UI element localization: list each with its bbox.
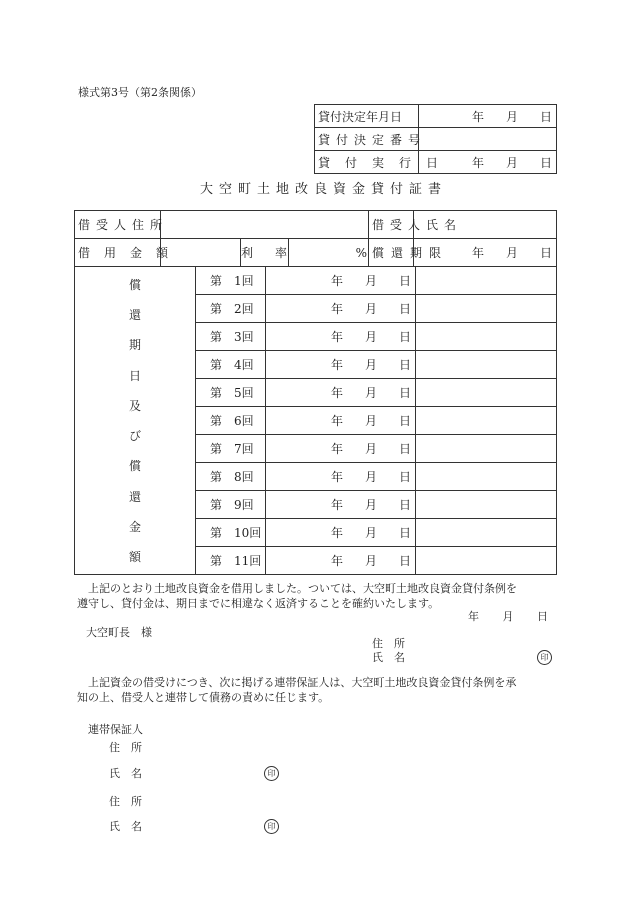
installment-amount-field[interactable] — [416, 491, 557, 519]
installment-number: 第 6回 — [196, 407, 266, 435]
decision-row-execution — [315, 151, 557, 174]
schedule-side-label — [75, 267, 196, 575]
amount-row — [75, 239, 557, 267]
installment-amount-field[interactable] — [416, 379, 557, 407]
borrower-address-label: 借受人住所 — [75, 211, 161, 239]
day-label: 日 — [398, 358, 411, 372]
year-label: 年 — [471, 109, 484, 124]
year-label: 年 — [468, 610, 479, 623]
year-label: 年 — [330, 274, 343, 288]
decision-row-number — [315, 128, 557, 151]
year-label: 年 — [330, 414, 343, 428]
installment-amount-field[interactable] — [416, 463, 557, 491]
installment-date-field[interactable] — [266, 267, 416, 295]
guarantor-statement-line-1: 上記資金の借受けにつき、次に掲げる連帯保証人は、大空町土地改良資金貸付条例を承 — [88, 676, 517, 689]
installment-amount-field[interactable] — [416, 407, 557, 435]
loan-amount-label: 借用金額 — [75, 239, 161, 267]
installment-date-field[interactable] — [266, 379, 416, 407]
day-label: 日 — [398, 386, 411, 400]
installment-number: 第 7回 — [196, 435, 266, 463]
guarantor-heading: 連帯保証人 — [88, 723, 143, 736]
day-label: 日 — [539, 109, 552, 124]
side-label-char: 還 — [128, 308, 141, 323]
guarantor-2-name-label: 氏 名 — [109, 820, 142, 833]
side-label-char: 還 — [128, 489, 141, 504]
installment-number: 第 2回 — [196, 295, 266, 323]
installment-date-field[interactable] — [266, 295, 416, 323]
day-label: 日 — [540, 246, 553, 260]
installment-date-field[interactable] — [266, 491, 416, 519]
day-label: 日 — [398, 414, 411, 428]
year-label: 年 — [330, 302, 343, 316]
installment-number: 第 5回 — [196, 379, 266, 407]
statement-date[interactable] — [468, 610, 548, 624]
side-label-char: 期 — [128, 338, 141, 353]
installment-number: 第 4回 — [196, 351, 266, 379]
year-label: 年 — [330, 386, 343, 400]
decision-number-field[interactable] — [419, 128, 557, 151]
installment-amount-field[interactable] — [416, 547, 557, 575]
side-label-char: 償 — [128, 459, 141, 474]
statement-line-1: 上記のとおり土地改良資金を借用しました。ついては、大空町土地改良資金貸付条例を — [88, 582, 517, 595]
month-label: 月 — [364, 302, 377, 316]
repayment-deadline-label: 償還期限 — [369, 239, 414, 267]
borrower-seal-icon: 印 — [537, 650, 552, 665]
month-label: 月 — [364, 274, 377, 288]
guarantor-1-seal-icon: 印 — [264, 766, 279, 781]
installment-date-field[interactable] — [266, 351, 416, 379]
installment-date-field[interactable] — [266, 407, 416, 435]
side-label-char: 額 — [128, 550, 141, 565]
form-number: 様式第3号（第2条関係） — [78, 86, 202, 99]
installment-date-field[interactable] — [266, 519, 416, 547]
borrower-name-sign-label: 氏 名 — [372, 651, 405, 664]
installment-date-field[interactable] — [266, 547, 416, 575]
day-label: 日 — [537, 610, 548, 623]
loan-main-table — [74, 210, 557, 267]
day-label: 日 — [398, 554, 411, 568]
installment-date-field[interactable] — [266, 323, 416, 351]
execution-date-label: 貸付実行日 — [315, 151, 419, 174]
month-label: 月 — [502, 610, 514, 623]
installment-amount-field[interactable] — [416, 295, 557, 323]
guarantor-1-name-label: 氏 名 — [109, 767, 142, 780]
month-label: 月 — [364, 526, 377, 540]
borrower-address-field[interactable] — [161, 211, 369, 239]
installment-number: 第 3回 — [196, 323, 266, 351]
installment-amount-field[interactable] — [416, 351, 557, 379]
decision-date-label: 貸付決定年月日 — [315, 105, 419, 128]
schedule-row — [75, 267, 557, 295]
year-label: 年 — [330, 358, 343, 372]
month-label: 月 — [505, 155, 518, 170]
installment-date-field[interactable] — [266, 435, 416, 463]
installment-number: 第 1回 — [196, 267, 266, 295]
day-label: 日 — [398, 330, 411, 344]
statement-line-2: 遵守し、貸付金は、期日までに相違なく返済することを確約いたします。 — [77, 597, 440, 610]
borrower-address-sign-label: 住 所 — [372, 637, 405, 650]
year-label: 年 — [330, 554, 343, 568]
day-label: 日 — [398, 526, 411, 540]
guarantor-1-address-label: 住 所 — [109, 741, 142, 754]
addressee: 大空町長 様 — [86, 626, 152, 639]
month-label: 月 — [364, 414, 377, 428]
day-label: 日 — [398, 302, 411, 316]
borrower-name-label: 借受人氏名 — [369, 211, 414, 239]
year-label: 年 — [471, 246, 484, 260]
installment-number: 第 9回 — [196, 491, 266, 519]
side-label-char: 日 — [128, 368, 141, 383]
month-label: 月 — [364, 470, 377, 484]
day-label: 日 — [398, 274, 411, 288]
day-label: 日 — [398, 470, 411, 484]
guarantor-2-address-label: 住 所 — [109, 795, 142, 808]
guarantor-2-seal-icon: 印 — [264, 819, 279, 834]
month-label: 月 — [364, 358, 377, 372]
decision-row-date — [315, 105, 557, 128]
installment-date-field[interactable] — [266, 463, 416, 491]
year-label: 年 — [330, 526, 343, 540]
month-label: 月 — [505, 109, 518, 124]
side-label-char: び — [128, 429, 141, 444]
decision-date-field[interactable] — [419, 105, 557, 128]
document-title: 大空町土地改良資金貸付証書 — [200, 182, 448, 197]
repayment-schedule-table — [74, 266, 557, 575]
installment-amount-field[interactable] — [416, 435, 557, 463]
installment-number: 第 10回 — [196, 519, 266, 547]
year-label: 年 — [330, 442, 343, 456]
interest-label: 利率 — [241, 239, 289, 267]
year-label: 年 — [471, 155, 484, 170]
month-label: 月 — [364, 554, 377, 568]
percent-sign: % — [355, 245, 368, 260]
year-label: 年 — [330, 498, 343, 512]
installment-number: 第 8回 — [196, 463, 266, 491]
month-label: 月 — [364, 386, 377, 400]
day-label: 日 — [398, 442, 411, 456]
side-label-char: 及 — [128, 398, 141, 413]
decision-number-label: 貸付決定番号 — [315, 128, 419, 151]
year-label: 年 — [330, 330, 343, 344]
month-label: 月 — [364, 330, 377, 344]
month-label: 月 — [364, 442, 377, 456]
borrower-row — [75, 211, 557, 239]
installment-amount-field[interactable] — [416, 267, 557, 295]
guarantor-statement-line-2: 知の上、借受人と連帯して債務の責めに任じます。 — [77, 691, 330, 704]
installment-amount-field[interactable] — [416, 519, 557, 547]
day-label: 日 — [539, 155, 552, 170]
side-label-char: 金 — [128, 519, 141, 534]
year-label: 年 — [330, 470, 343, 484]
month-label: 月 — [364, 498, 377, 512]
month-label: 月 — [505, 246, 518, 260]
loan-decision-box — [314, 104, 557, 174]
day-label: 日 — [398, 498, 411, 512]
installment-number: 第 11回 — [196, 547, 266, 575]
installment-amount-field[interactable] — [416, 323, 557, 351]
side-label-char: 償 — [128, 277, 141, 292]
